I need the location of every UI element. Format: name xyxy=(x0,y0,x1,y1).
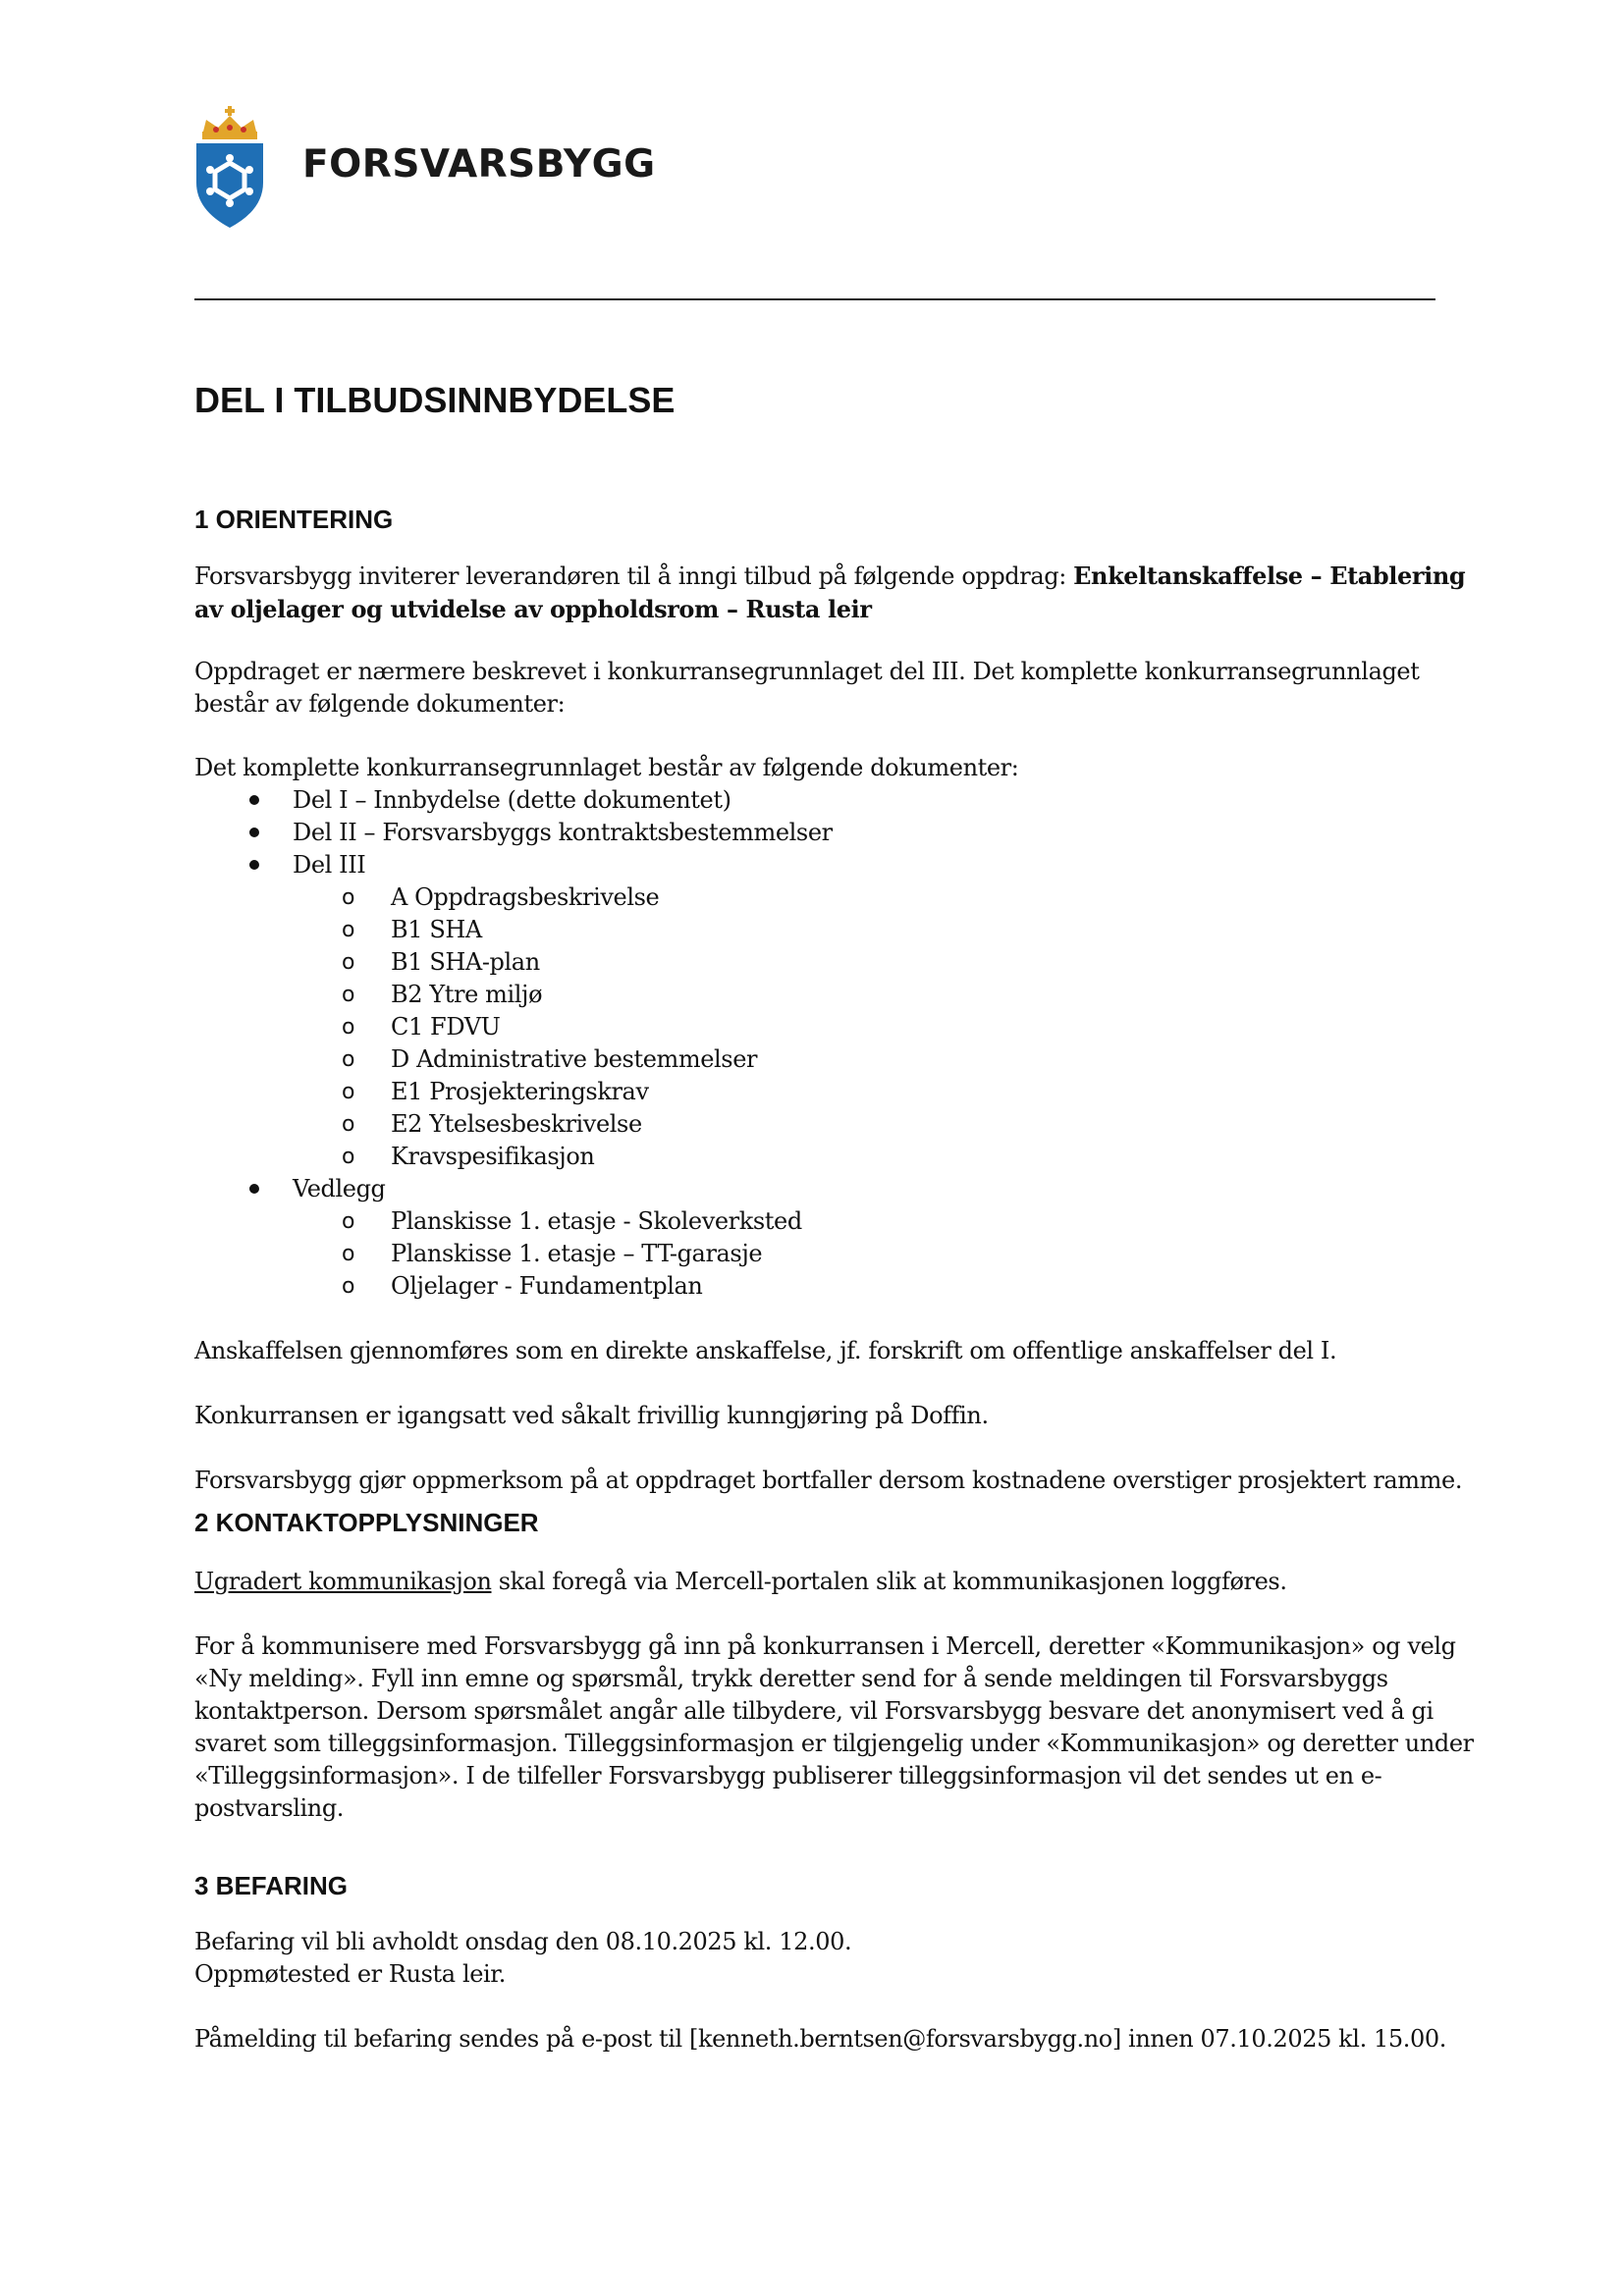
bullet-marker xyxy=(249,1184,259,1194)
paragraph-line: For å kommunisere med Forsvarsbygg gå inn på konkurransen i Mercell, deretter «Kommunikasjon» og velg xyxy=(194,1632,1456,1660)
section-1-intro xyxy=(194,560,1490,626)
paragraph-line: svaret som tilleggsinformasjon. Tilleggsinformasjon er tilgjengelig under «Kommunikasjon» og deretter under xyxy=(194,1730,1474,1757)
bullet-marker xyxy=(249,860,259,870)
sub-list-item: C1 FDVU xyxy=(391,1013,501,1041)
p2-line-2: består av følgende dokumenter: xyxy=(194,690,566,718)
sub-list-item: D Administrative bestemmelser xyxy=(391,1045,758,1073)
p2-line-1: Oppdraget er nærmere beskrevet i konkurransegrunnlaget del III. Det komplette konkurransegrunnlaget xyxy=(194,658,1420,685)
paragraph-line: postvarsling. xyxy=(194,1794,345,1822)
list-item: Del II – Forsvarsbyggs kontraktsbestemmelser xyxy=(293,819,833,846)
sub-bullet-marker: o xyxy=(342,1274,355,1299)
paragraph-line: kontaktperson. Dersom spørsmålet angår alle tilbydere, vil Forsvarsbygg besvare det anonymisert ved å gi xyxy=(194,1697,1434,1725)
sub-list-item: Kravspesifikasjon xyxy=(391,1143,595,1170)
sub-bullet-marker: o xyxy=(342,1080,355,1104)
intro-text: Forsvarsbygg inviterer leverandøren til å inngi tilbud på følgende oppdrag: xyxy=(194,562,1074,590)
list-item: Del I – Innbydelse (dette dokumentet) xyxy=(293,786,731,814)
sub-bullet-marker: o xyxy=(342,1047,355,1072)
section-1-paragraph-2 xyxy=(194,656,1490,721)
bullet-marker xyxy=(249,828,259,837)
underlined-term: Ugradert kommunikasjon xyxy=(194,1568,492,1595)
paragraph-line: «Ny melding». Fyll inn emne og spørsmål, trykk deretter send for å sende meldingen til Forsvarsbyggs xyxy=(194,1665,1388,1692)
intro-bold-2: av oljelager og utvidelse av oppholdsrom – Rusta leir xyxy=(194,595,872,623)
bullet-marker xyxy=(249,795,259,805)
sub-list-item: A Oppdragsbeskrivelse xyxy=(391,883,660,911)
list-intro: Det komplette konkurransegrunnlaget består av følgende dokumenter: xyxy=(194,754,1019,781)
sub-list-item: B1 SHA-plan xyxy=(391,948,540,976)
section-3-heading: 3 BEFARING xyxy=(194,1871,349,1900)
section-2-heading: 2 KONTAKTOPPLYSNINGER xyxy=(194,1508,539,1537)
sub-list-item: E1 Prosjekteringskrav xyxy=(391,1078,649,1105)
sub-bullet-marker: o xyxy=(342,1145,355,1169)
sub-list-item: Planskisse 1. etasje - Skoleverksted xyxy=(391,1207,802,1235)
section-3-paragraph-1 xyxy=(194,1926,1490,1991)
intro-bold-1: Enkeltanskaffelse – Etablering xyxy=(1073,561,1466,590)
paragraph-anskaffelse: Anskaffelsen gjennomføres som en direkte anskaffelse, jf. forskrift om offentlige anskaffelser del I. xyxy=(194,1337,1337,1364)
section-1-heading: 1 ORIENTERING xyxy=(194,505,394,534)
sub-bullet-marker: o xyxy=(342,1112,355,1137)
sub-list-item: B2 Ytre miljø xyxy=(391,981,543,1008)
section-2-paragraph-1 xyxy=(194,1566,1287,1598)
paragraph-konkurranse: Konkurransen er igangsatt ved såkalt frivillig kunngjøring på Doffin. xyxy=(194,1402,989,1429)
section-3-paragraph-2: Påmelding til befaring sendes på e-post til [kenneth.berntsen@forsvarsbygg.no] innen 07.10.2025 kl. 15.00. xyxy=(194,2025,1446,2053)
section-2-paragraph-2 xyxy=(194,1630,1490,1825)
sub-bullet-marker: o xyxy=(342,1242,355,1266)
header-divider xyxy=(194,298,1435,300)
brand-name: FORSVARSBYGG xyxy=(302,142,656,187)
sub-bullet-marker: o xyxy=(342,1015,355,1040)
sub-bullet-marker: o xyxy=(342,885,355,910)
paragraph-text: skal foregå via Mercell-portalen slik at kommunikasjonen loggføres. xyxy=(491,1568,1287,1595)
sub-bullet-marker: o xyxy=(342,983,355,1007)
document-title: DEL I TILBUDSINNBYDELSE xyxy=(194,380,676,420)
paragraph-ramme: Forsvarsbygg gjør oppmerksom på at oppdraget bortfaller dersom kostnadene overstiger prosjektert ramme. xyxy=(194,1467,1463,1494)
paragraph-line: Oppmøtested er Rusta leir. xyxy=(194,1960,506,1988)
forsvarsbygg-logo-icon xyxy=(192,106,267,232)
list-item: Vedlegg xyxy=(293,1175,386,1202)
sub-list-item: Planskisse 1. etasje – TT-garasje xyxy=(391,1240,763,1267)
paragraph-line: «Tilleggsinformasjon». I de tilfeller Forsvarsbygg publiserer tilleggsinformasjon vil det sendes ut en e- xyxy=(194,1762,1382,1789)
sub-list-item: Oljelager - Fundamentplan xyxy=(391,1272,703,1300)
paragraph-line: Befaring vil bli avholdt onsdag den 08.10.2025 kl. 12.00. xyxy=(194,1928,852,1955)
sub-bullet-marker: o xyxy=(342,918,355,942)
sub-list-item: B1 SHA xyxy=(391,916,482,943)
sub-bullet-marker: o xyxy=(342,1209,355,1234)
sub-list-item: E2 Ytelsesbeskrivelse xyxy=(391,1110,642,1138)
list-item: Del III xyxy=(293,851,366,879)
sub-bullet-marker: o xyxy=(342,950,355,975)
